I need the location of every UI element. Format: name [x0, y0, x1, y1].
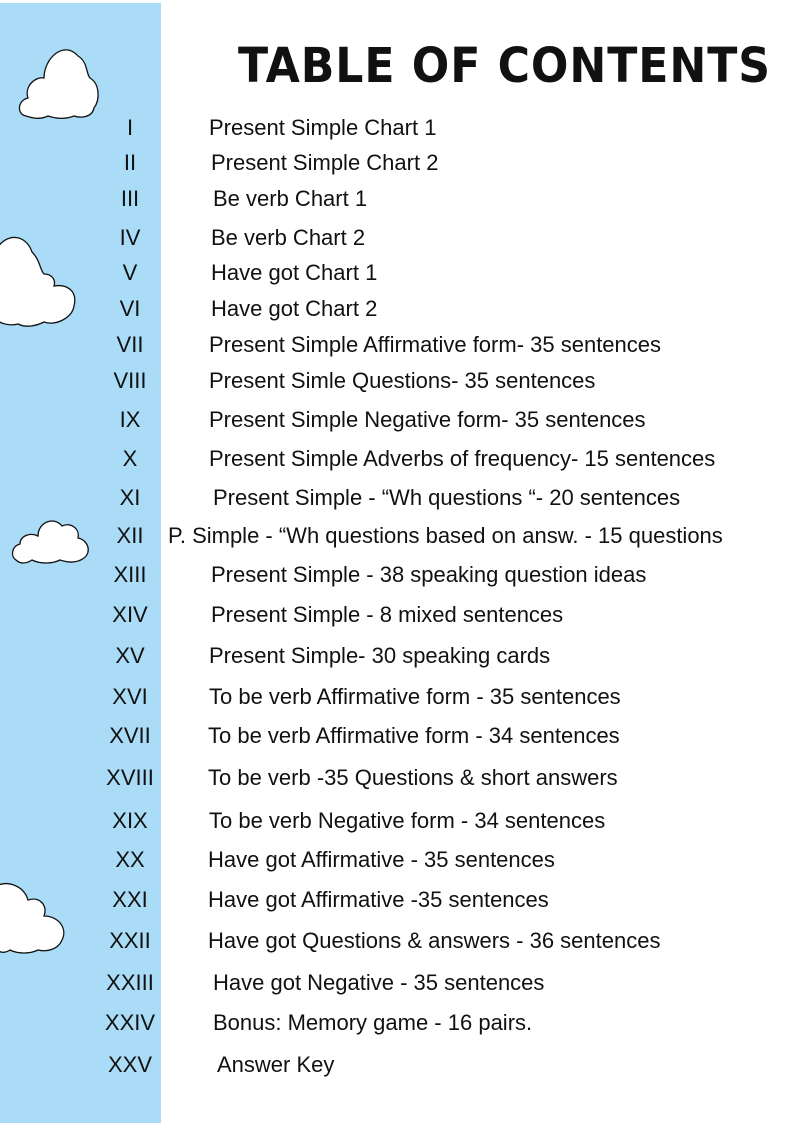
toc-entry: Have got Affirmative -35 sentences — [208, 887, 549, 912]
toc-number: VI — [119, 296, 141, 321]
toc-entry: Have got Negative - 35 sentences — [213, 970, 545, 995]
toc-number: XXII — [109, 928, 151, 953]
toc-entry: Be verb Chart 1 — [213, 186, 368, 211]
toc-number: XVIII — [106, 765, 154, 790]
toc-number: IV — [119, 225, 141, 250]
toc-number: XIX — [112, 808, 148, 833]
toc-number: XXIV — [104, 1010, 156, 1035]
toc-entry: P. Simple - “Wh questions based on answ. - 15 questions — [168, 523, 723, 548]
toc-entry: Present Simple Negative form- 35 sentences — [209, 407, 646, 432]
toc-number: XXIII — [106, 970, 154, 995]
toc-entry: Present Simple - 38 speaking question ideas — [211, 562, 647, 587]
toc-entry: Present Simple Affirmative form- 35 sentences — [209, 332, 662, 357]
toc-entry: Have got Chart 2 — [211, 296, 378, 321]
toc-number: XVI — [112, 684, 148, 709]
toc-number: VIII — [113, 368, 147, 393]
toc-entry: Have got Chart 1 — [211, 260, 378, 285]
toc-entry: Be verb Chart 2 — [211, 225, 366, 250]
toc-entry: Have got Affirmative - 35 sentences — [208, 847, 555, 872]
toc-number: XIII — [113, 562, 147, 587]
toc-entry: To be verb -35 Questions & short answers — [208, 765, 618, 790]
toc-number: XI — [119, 485, 141, 510]
toc-number: XVII — [109, 723, 151, 748]
cloud-icon — [14, 38, 102, 122]
toc-entry: Present Simple Adverbs of frequency- 15 sentences — [209, 446, 716, 471]
cloud-icon — [0, 880, 72, 956]
toc-number: XXI — [112, 887, 148, 912]
toc-number: V — [122, 260, 138, 285]
toc-number: XV — [115, 643, 145, 668]
toc-number: III — [120, 186, 140, 211]
toc-entry: Present Simle Questions- 35 sentences — [209, 368, 596, 393]
page-title: TABLE OF CONTENTS — [238, 38, 772, 94]
toc-entry: Present Simple Chart 1 — [209, 115, 437, 140]
toc-number: IX — [119, 407, 141, 432]
toc-number: II — [123, 150, 137, 175]
toc-entry: Present Simple- 30 speaking cards — [209, 643, 551, 668]
toc-entry: Answer Key — [217, 1052, 335, 1077]
cloud-icon — [0, 230, 100, 328]
toc-number: XX — [115, 847, 145, 872]
toc-entry: Have got Questions & answers - 36 sentences — [208, 928, 661, 953]
toc-entry: Present Simple - 8 mixed sentences — [211, 602, 564, 627]
toc-entry: To be verb Affirmative form - 35 sentences — [209, 684, 621, 709]
toc-entry: Bonus: Memory game - 16 pairs. — [213, 1010, 533, 1035]
toc-number: XXV — [107, 1052, 153, 1077]
toc-entry: To be verb Affirmative form - 34 sentences — [208, 723, 620, 748]
toc-entry: Present Simple - “Wh questions “- 20 sentences — [213, 485, 681, 510]
toc-number: X — [122, 446, 138, 471]
toc-entry: To be verb Negative form - 34 sentences — [209, 808, 606, 833]
toc-number: XII — [116, 523, 144, 548]
cloud-icon — [10, 512, 94, 566]
toc-number: XIV — [112, 602, 148, 627]
toc-number: I — [126, 115, 134, 140]
toc-entry: Present Simple Chart 2 — [211, 150, 439, 175]
toc-number: VII — [116, 332, 144, 357]
